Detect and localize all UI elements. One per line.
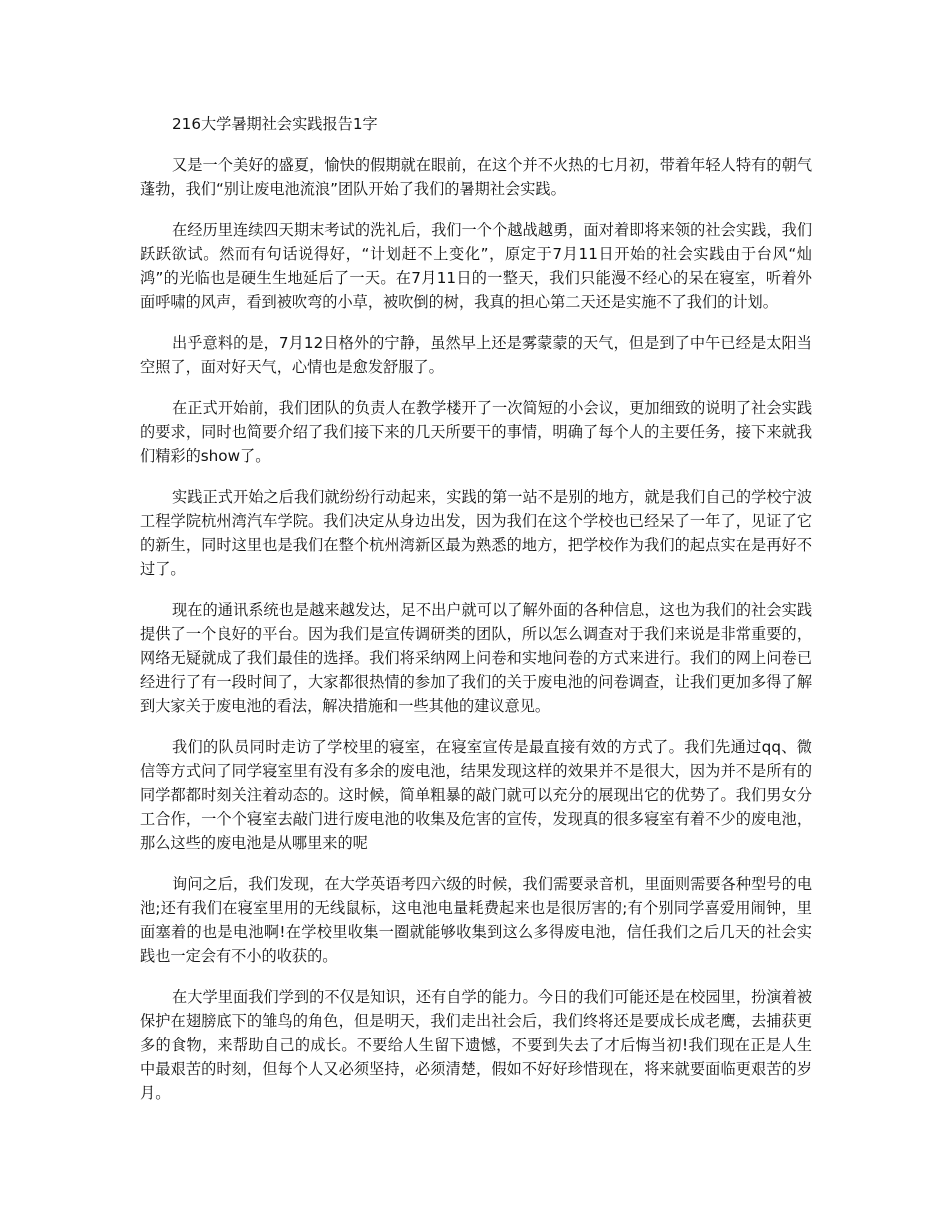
paragraph-1: 又是一个美好的盛夏，愉快的假期就在眼前，在这个并不火热的七月初，带着年轻人特有的朝气蓬勃，我们“别让废电池流浪”团队开始了我们的暑期社会实践。 bbox=[140, 156, 812, 198]
paragraph-2: 在经历里连续四天期末考试的洗礼后，我们一个个越战越勇，面对着即将来领的社会实践，我们跃跃欲试。然而有句话说得好，“计划赶不上变化”，原定于7月11日开始的社会实践由于台风“灿鸿”的光临也是硬生生地延后了一天。在7月11日的一整天，我们只能漫不经心的呆在寝室，听着外面呼啸的风声，看到被吹弯的小草，被吹倒的树，我真的担心第二天还是实施不了我们的计划。 bbox=[140, 221, 812, 311]
paragraph-4: 在正式开始前，我们团队的负责人在教学楼开了一次简短的小会议，更加细致的说明了社会实践的要求，同时也简要介绍了我们接下来的几天所要干的事情，明确了每个人的主要任务，接下来就我们精彩的show了。 bbox=[140, 399, 812, 465]
paragraph-7: 我们的队员同时走访了学校里的寝室，在寝室宣传是最直接有效的方式了。我们先通过qq、微信等方式问了同学寝室里有没有多余的废电池，结果发现这样的效果并不是很大，因为并不是所有的同学都都时刻关注着动态的。这时候，简单粗暴的敲门就可以充分的展现出它的优势了。我们男女分工合作，一个个寝室去敲门进行废电池的收集及危害的宣传，发现真的很多寝室有着不少的废电池，那么这些的废电池是从哪里来的呢 bbox=[140, 738, 812, 852]
document-title: 216大学暑期社会实践报告1字 bbox=[172, 115, 378, 133]
paragraph-9: 在大学里面我们学到的不仅是知识，还有自学的能力。今日的我们可能还是在校园里，扮演着被保护在翅膀底下的雏鸟的角色，但是明天，我们走出社会后，我们终将还是要成长成老鹰，去捕获更多的食物，来帮助自己的成长。不要给人生留下遗憾，不要到失去了才后悔当初!我们现在正是人生中最艰苦的时刻，但每个人又必须坚持，必须清楚，假如不好好珍惜现在，将来就要面临更艰苦的岁月。 bbox=[140, 988, 812, 1102]
paragraph-8: 询问之后，我们发现，在大学英语考四六级的时候，我们需要录音机，里面则需要各种型号的电池;还有我们在寝室里用的无线鼠标，这电池电量耗费起来也是很厉害的;有个别同学喜爱用闹钟，里面塞着的也是电池啊!在学校里收集一圈就能够收集到这么多得废电池，信任我们之后几天的社会实践也一定会有不小的收获的。 bbox=[140, 875, 812, 965]
paragraph-3: 出乎意料的是，7月12日格外的宁静，虽然早上还是雾蒙蒙的天气，但是到了中午已经是太阳当空照了，面对好天气，心情也是愈发舒服了。 bbox=[140, 334, 812, 376]
document-body bbox=[140, 112, 812, 1122]
paragraph-5: 实践正式开始之后我们就纷纷行动起来，实践的第一站不是别的地方，就是我们自己的学校宁波工程学院杭州湾汽车学院。我们决定从身边出发，因为我们在这个学校也已经呆了一年了，见证了它的新生，同时这里也是我们在整个杭州湾新区最为熟悉的地方，把学校作为我们的起点实在是再好不过了。 bbox=[140, 488, 812, 578]
paragraph-6: 现在的通讯系统也是越来越发达，足不出户就可以了解外面的各种信息，这也为我们的社会实践提供了一个良好的平台。因为我们是宣传调研类的团队，所以怎么调查对于我们来说是非常重要的，网络无疑就成了我们最佳的选择。我们将采纳网上问卷和实地问卷的方式来进行。我们的网上问卷已经进行了有一段时间了，大家都很热情的参加了我们的关于废电池的问卷调查，让我们更加多得了解到大家关于废电池的看法，解决措施和一些其他的建议意见。 bbox=[140, 601, 812, 715]
